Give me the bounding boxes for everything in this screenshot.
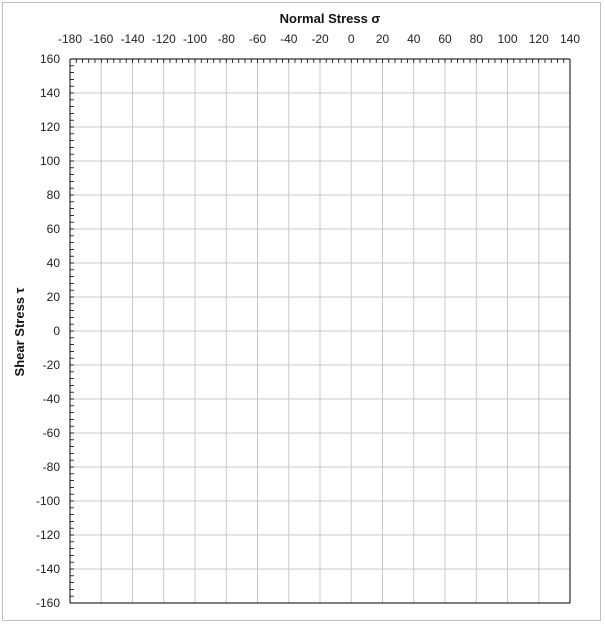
y-tick-label: -140 [35, 562, 60, 576]
y-tick-label: -160 [35, 596, 60, 610]
y-tick-label: -80 [42, 460, 60, 474]
y-tick-label: 40 [46, 256, 60, 270]
y-axis-title: Shear Stress τ [12, 287, 27, 377]
y-tick-label: -120 [35, 528, 60, 542]
x-tick-label: 140 [559, 32, 581, 46]
y-tick-label: 100 [39, 154, 60, 168]
x-tick-label: -140 [120, 32, 145, 46]
y-tick-label: 140 [39, 86, 60, 100]
y-tick-label: 160 [39, 52, 60, 66]
y-tick-label: -100 [35, 494, 60, 508]
y-tick-label: 60 [46, 222, 60, 236]
y-tick-label: -20 [42, 358, 60, 372]
x-tick-labels [58, 32, 580, 46]
y-tick-label: 0 [53, 324, 60, 338]
x-tick-label: -120 [151, 32, 176, 46]
y-tick-label: 80 [46, 188, 60, 202]
x-tick-label: -40 [280, 32, 298, 46]
x-axis-title: Normal Stress σ [279, 11, 381, 26]
x-tick-label: -100 [182, 32, 208, 46]
y-tick-label: 120 [39, 120, 60, 134]
y-tick-labels [36, 52, 60, 610]
x-tick-label: 100 [497, 32, 518, 46]
x-tick-label: -80 [217, 32, 235, 46]
y-tick-label: 20 [46, 290, 60, 304]
x-tick-label: 120 [528, 32, 549, 46]
x-tick-label: 20 [375, 32, 390, 46]
x-tick-label: -20 [311, 32, 329, 46]
grid-lines [70, 59, 570, 603]
x-tick-label: 0 [347, 32, 355, 46]
x-tick-label: 60 [438, 32, 452, 46]
x-tick-label: -180 [57, 32, 83, 46]
x-tick-label: 40 [407, 32, 421, 46]
x-tick-label: -160 [89, 32, 114, 46]
y-tick-label: -40 [42, 392, 60, 406]
x-tick-label: -60 [248, 32, 267, 46]
y-tick-label: -60 [42, 426, 60, 440]
x-tick-label: 80 [469, 32, 483, 46]
